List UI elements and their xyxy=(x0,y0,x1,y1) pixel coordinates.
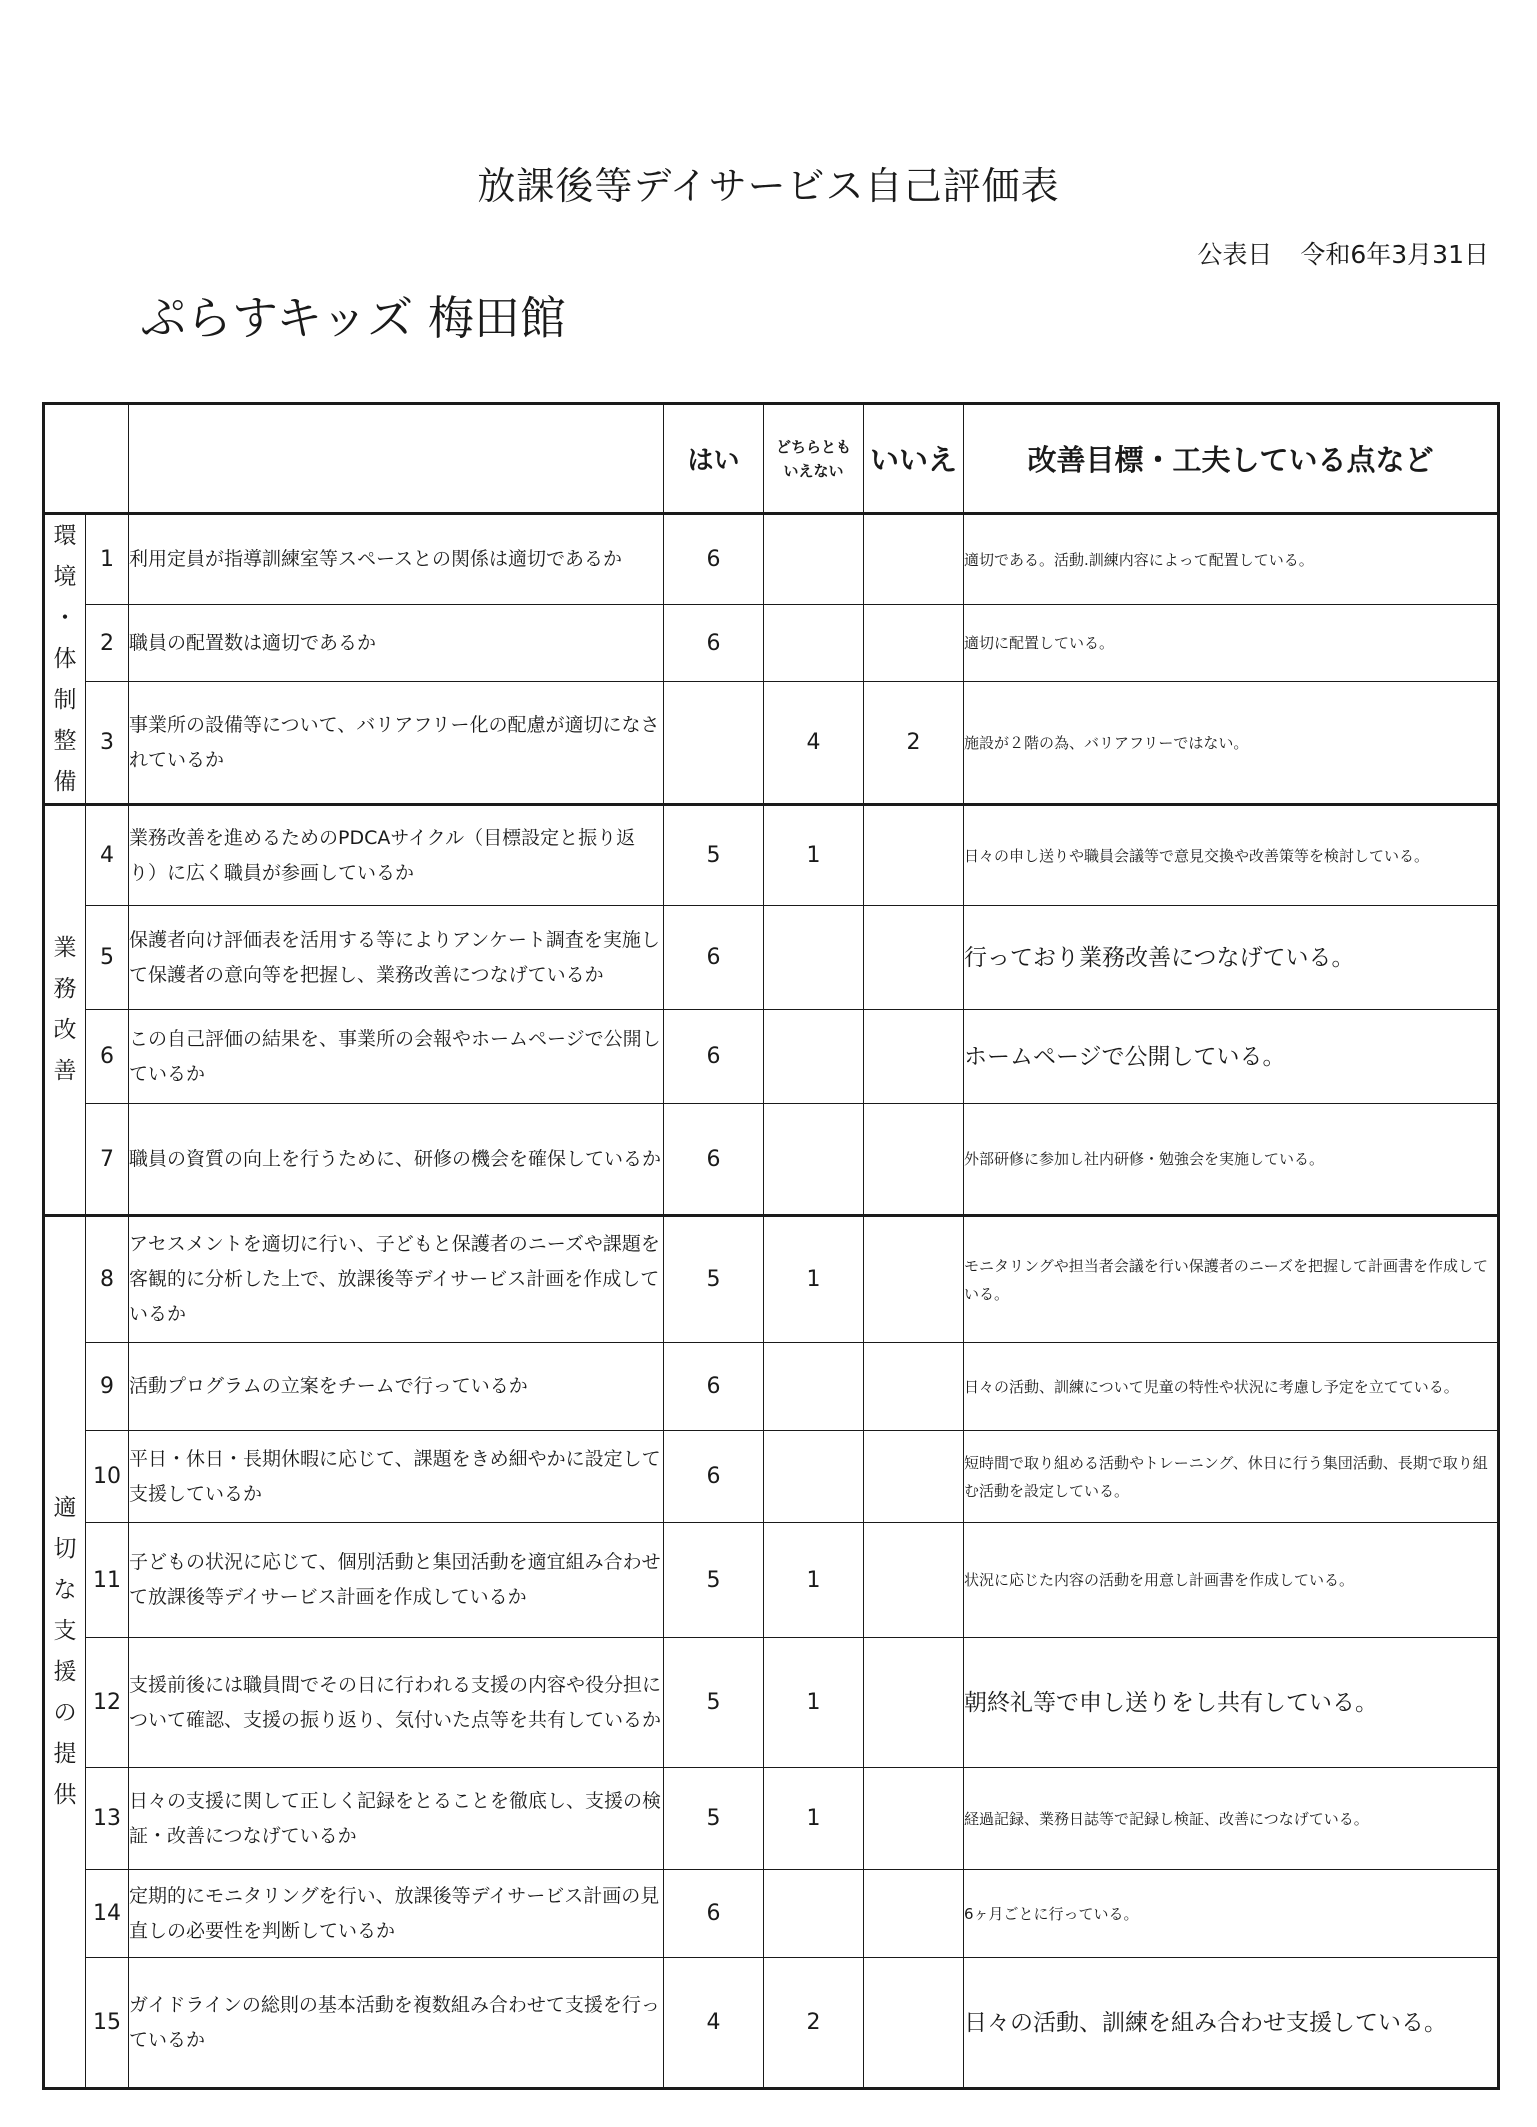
row-number: 1 xyxy=(86,514,129,605)
row-item: 業務改善を進めるためのPDCAサイクル（目標設定と振り返り）に広く職員が参画しているか xyxy=(129,805,664,906)
table-row xyxy=(44,514,1499,605)
row-comment: ホームページで公開している。 xyxy=(964,1010,1499,1104)
row-comment: 6ヶ月ごとに行っている。 xyxy=(964,1870,1499,1958)
row-number: 3 xyxy=(86,682,129,805)
table-row xyxy=(44,682,1499,805)
table-row xyxy=(44,1343,1499,1431)
header-neither-line1: どちらとも xyxy=(775,437,851,456)
row-item: 定期的にモニタリングを行い、放課後等デイサービス計画の見直しの必要性を判断しているか xyxy=(129,1870,664,1958)
row-neither xyxy=(764,1104,864,1216)
category-char: 切 xyxy=(53,1536,77,1562)
category-char: 務 xyxy=(53,976,77,1002)
row-no: 2 xyxy=(864,682,964,805)
row-number: 7 xyxy=(86,1104,129,1216)
category-char: の xyxy=(53,1700,77,1726)
header-blank-category xyxy=(44,404,129,514)
header-comments: 改善目標・工夫している点など xyxy=(964,404,1499,514)
row-item: 活動プログラムの立案をチームで行っているか xyxy=(129,1343,664,1431)
row-comment: 状況に応じた内容の活動を用意し計画書を作成している。 xyxy=(964,1523,1499,1638)
row-item: 支援前後には職員間でその日に行われる支援の内容や役分担について確認、支援の振り返り、気付いた点等を共有しているか xyxy=(129,1638,664,1768)
row-no xyxy=(864,1010,964,1104)
category-char: ・ xyxy=(53,604,77,631)
header-no: いいえ xyxy=(864,404,964,514)
row-number: 9 xyxy=(86,1343,129,1431)
table-row xyxy=(44,1523,1499,1638)
row-number: 8 xyxy=(86,1216,129,1343)
category-char: 体 xyxy=(53,645,77,672)
row-item: この自己評価の結果を、事業所の会報やホームページで公開しているか xyxy=(129,1010,664,1104)
row-comment: 経過記録、業務日誌等で記録し検証、改善につなげている。 xyxy=(964,1768,1499,1870)
row-no xyxy=(864,1216,964,1343)
header-blank-item xyxy=(129,404,664,514)
row-number: 11 xyxy=(86,1523,129,1638)
category-char: 適 xyxy=(53,1495,77,1521)
row-neither: 1 xyxy=(764,1523,864,1638)
row-comment: 行っており業務改善につなげている。 xyxy=(964,906,1499,1010)
row-yes xyxy=(664,682,764,805)
row-item: アセスメントを適切に行い、子どもと保護者のニーズや課題を客観的に分析した上で、放課後等デイサービス計画を作成しているか xyxy=(129,1216,664,1343)
category-char: 提 xyxy=(53,1741,77,1767)
row-yes: 4 xyxy=(664,1958,764,2089)
row-yes: 6 xyxy=(664,1104,764,1216)
row-neither xyxy=(764,605,864,682)
row-yes: 5 xyxy=(664,805,764,906)
row-yes: 6 xyxy=(664,605,764,682)
row-number: 4 xyxy=(86,805,129,906)
row-neither: 2 xyxy=(764,1958,864,2089)
category-char: 支 xyxy=(53,1618,77,1644)
row-neither: 1 xyxy=(764,1768,864,1870)
row-neither xyxy=(764,1343,864,1431)
facility-name: ぷらすキッズ 梅田館 xyxy=(140,291,566,345)
row-item: 子どもの状況に応じて、個別活動と集団活動を適宜組み合わせて放課後等デイサービス計画を作成しているか xyxy=(129,1523,664,1638)
row-yes: 5 xyxy=(664,1523,764,1638)
row-item: ガイドラインの総則の基本活動を複数組み合わせて支援を行っているか xyxy=(129,1958,664,2089)
row-comment: 適切である。活動.訓練内容によって配置している。 xyxy=(964,514,1499,605)
category-char: 環 xyxy=(53,522,77,549)
row-comment: 適切に配置している。 xyxy=(964,605,1499,682)
table-row xyxy=(44,1216,1499,1343)
row-comment: モニタリングや担当者会議を行い保護者のニーズを把握して計画書を作成している。 xyxy=(964,1216,1499,1343)
category-char: 善 xyxy=(53,1058,77,1084)
row-item: 利用定員が指導訓練室等スペースとの関係は適切であるか xyxy=(129,514,664,605)
row-item: 平日・休日・長期休暇に応じて、課題をきめ細やかに設定して支援しているか xyxy=(129,1431,664,1523)
header-neither xyxy=(764,404,864,514)
row-no xyxy=(864,1431,964,1523)
table-row xyxy=(44,906,1499,1010)
row-no xyxy=(864,1638,964,1768)
publication-date xyxy=(1197,235,1489,271)
row-yes: 6 xyxy=(664,514,764,605)
category-char: な xyxy=(53,1577,77,1603)
row-neither: 1 xyxy=(764,1216,864,1343)
row-number: 14 xyxy=(86,1870,129,1958)
row-yes: 5 xyxy=(664,1638,764,1768)
table-row xyxy=(44,1768,1499,1870)
row-neither xyxy=(764,1431,864,1523)
table-row xyxy=(44,1958,1499,2089)
header-row xyxy=(44,404,1499,514)
row-number: 12 xyxy=(86,1638,129,1768)
category-char: 供 xyxy=(53,1782,77,1808)
category-appropriate-support xyxy=(44,1216,86,2089)
page-title: 放課後等デイサービス自己評価表 xyxy=(477,164,1060,208)
evaluation-table xyxy=(42,402,1500,2090)
table-row xyxy=(44,1104,1499,1216)
table-row xyxy=(44,1638,1499,1768)
header-yes: はい xyxy=(664,404,764,514)
row-comment: 朝終礼等で申し送りをし共有している。 xyxy=(964,1638,1499,1768)
table-row xyxy=(44,805,1499,906)
row-neither: 1 xyxy=(764,1638,864,1768)
row-comment: 日々の申し送りや職員会議等で意見交換や改善策等を検討している。 xyxy=(964,805,1499,906)
category-operations xyxy=(44,805,86,1216)
row-number: 10 xyxy=(86,1431,129,1523)
publication-date-value: 令和6年3月31日 xyxy=(1300,240,1489,269)
row-neither xyxy=(764,1870,864,1958)
category-environment xyxy=(44,514,86,805)
row-item: 職員の資質の向上を行うために、研修の機会を確保しているか xyxy=(129,1104,664,1216)
row-yes: 6 xyxy=(664,1343,764,1431)
row-no xyxy=(864,514,964,605)
row-neither: 1 xyxy=(764,805,864,906)
row-yes: 6 xyxy=(664,1010,764,1104)
row-no xyxy=(864,1768,964,1870)
row-item: 事業所の設備等について、バリアフリー化の配慮が適切になされているか xyxy=(129,682,664,805)
row-no xyxy=(864,1870,964,1958)
row-comment: 日々の活動、訓練を組み合わせ支援している。 xyxy=(964,1958,1499,2089)
row-no xyxy=(864,605,964,682)
row-no xyxy=(864,1958,964,2089)
table-row xyxy=(44,1010,1499,1104)
row-number: 5 xyxy=(86,906,129,1010)
category-char: 援 xyxy=(53,1659,77,1685)
row-item: 日々の支援に関して正しく記録をとることを徹底し、支援の検証・改善につなげているか xyxy=(129,1768,664,1870)
table-row xyxy=(44,1431,1499,1523)
category-char: 制 xyxy=(53,686,77,713)
header-neither-line2: いえない xyxy=(783,461,844,480)
row-no xyxy=(864,906,964,1010)
category-char: 整 xyxy=(53,727,77,754)
category-char: 業 xyxy=(53,935,77,961)
table-row xyxy=(44,1870,1499,1958)
row-no xyxy=(864,805,964,906)
row-comment: 施設が２階の為、バリアフリーではない。 xyxy=(964,682,1499,805)
row-yes: 5 xyxy=(664,1768,764,1870)
row-no xyxy=(864,1343,964,1431)
row-neither xyxy=(764,1010,864,1104)
row-item: 職員の配置数は適切であるか xyxy=(129,605,664,682)
row-comment: 外部研修に参加し社内研修・勉強会を実施している。 xyxy=(964,1104,1499,1216)
row-yes: 6 xyxy=(664,1431,764,1523)
row-neither xyxy=(764,514,864,605)
category-char: 備 xyxy=(53,768,77,795)
row-number: 2 xyxy=(86,605,129,682)
row-no xyxy=(864,1104,964,1216)
row-number: 15 xyxy=(86,1958,129,2089)
row-no xyxy=(864,1523,964,1638)
row-yes: 6 xyxy=(664,906,764,1010)
row-yes: 5 xyxy=(664,1216,764,1343)
row-number: 13 xyxy=(86,1768,129,1870)
row-yes: 6 xyxy=(664,1870,764,1958)
category-char: 境 xyxy=(53,563,77,590)
row-number: 6 xyxy=(86,1010,129,1104)
row-neither: 4 xyxy=(764,682,864,805)
row-comment: 短時間で取り組める活動やトレーニング、休日に行う集団活動、長期で取り組む活動を設定している。 xyxy=(964,1431,1499,1523)
publication-label: 公表日 xyxy=(1197,240,1273,269)
category-char: 改 xyxy=(53,1017,77,1043)
row-item: 保護者向け評価表を活用する等によりアンケート調査を実施して保護者の意向等を把握し、業務改善につなげているか xyxy=(129,906,664,1010)
row-comment: 日々の活動、訓練について児童の特性や状況に考慮し予定を立てている。 xyxy=(964,1343,1499,1431)
table-row xyxy=(44,605,1499,682)
row-neither xyxy=(764,906,864,1010)
